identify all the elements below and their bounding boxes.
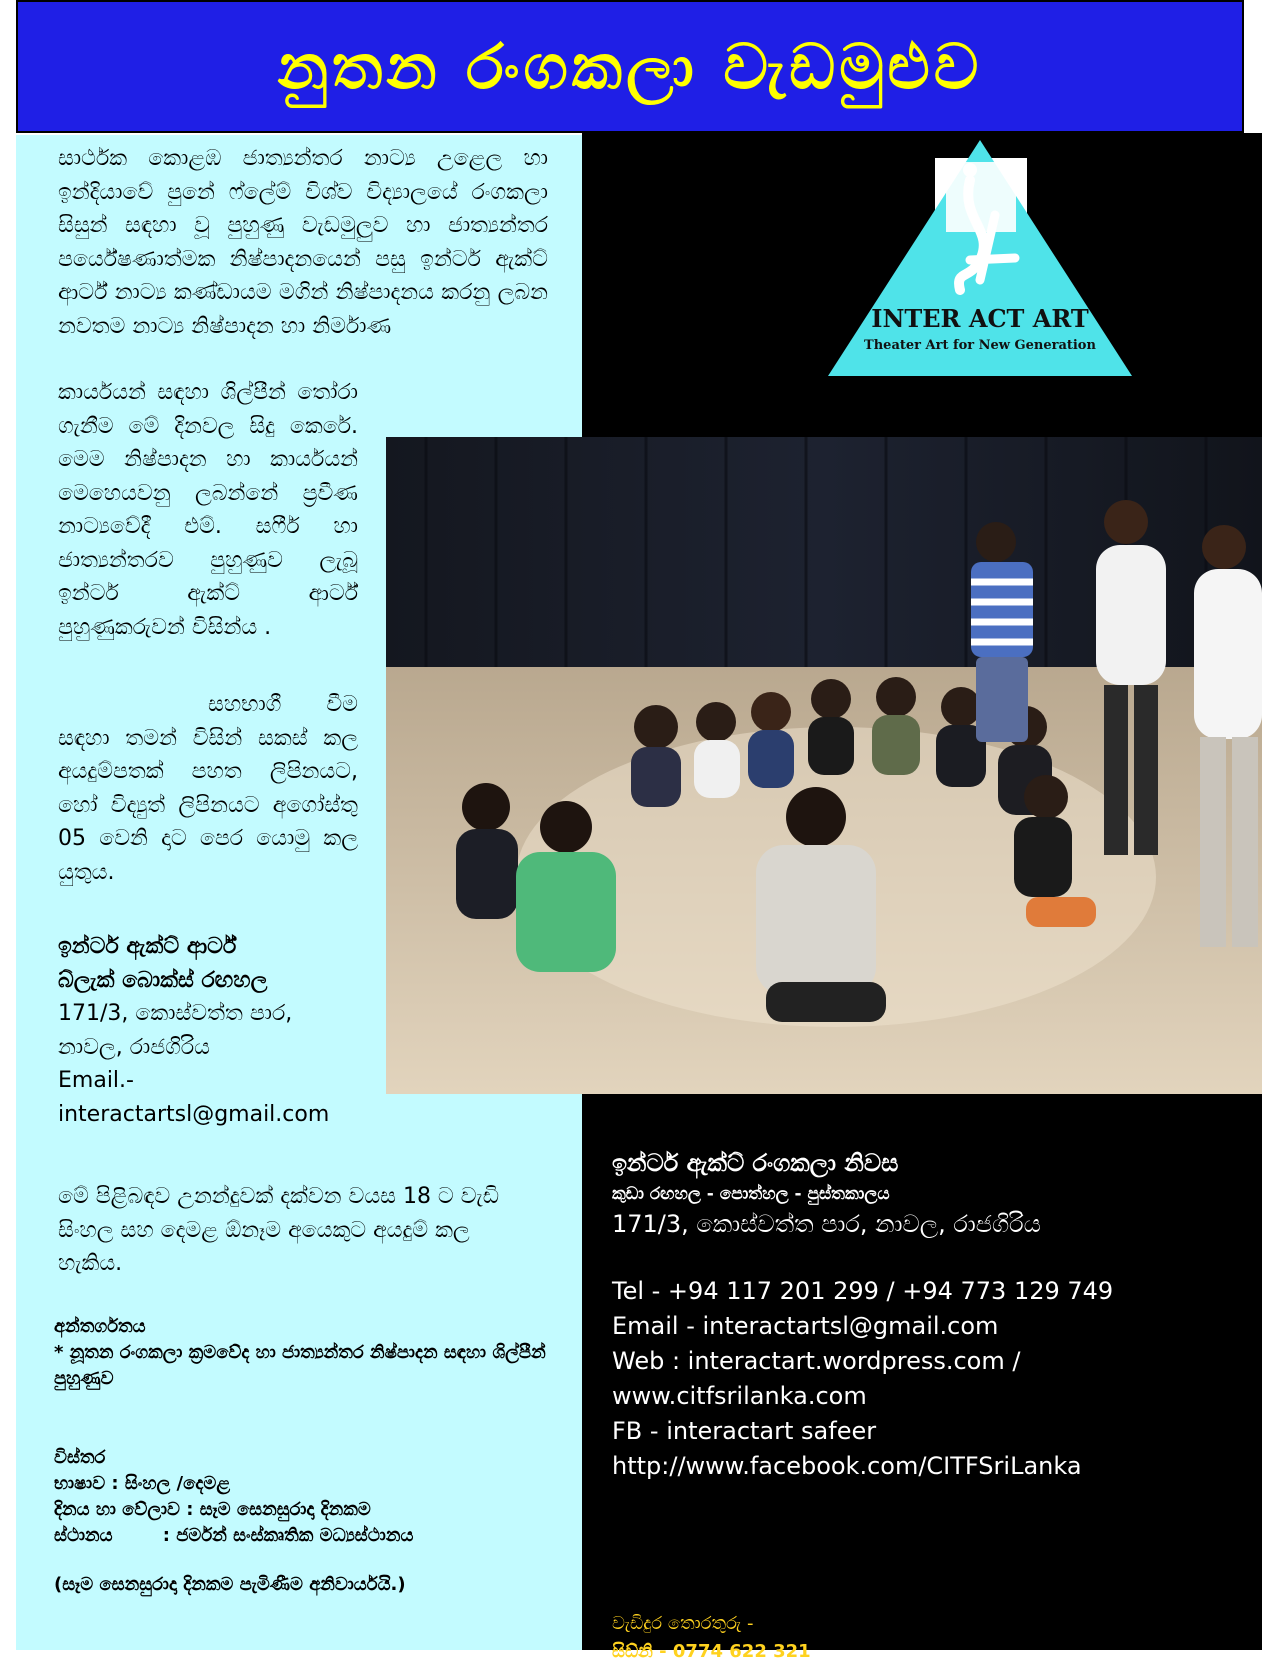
- venue-block: [58, 930, 558, 1131]
- further-info-phone: සිඩ්නි - 0774 622 321: [612, 1641, 811, 1662]
- intro-paragraph-narrow: කාර්යයන් සඳහා ශිල්පීන් තෝරා ගැනීම මේ දිනවල සිදු කෙරේ. මෙම නිෂ්පාදන හා කාර්යයන් මෙහෙයවනු ලබන්නේ ප්‍රවීණ නාට්‍යවේදී එම්. සෆීර් හා ජාත්‍යන්තරව පුහුණුව ලැබූ ඉන්ටර් ඇක්ට් ආර්ට් පුහුණුකරුවන් විසින්ය .: [58, 380, 358, 640]
- application-instructions-text: සහභාගී වීම සඳහා තමන් විසින් සකස් කල අයදුම්පතක් පහත ලිපිනයට, හෝ විද්‍යුත් ලිපිනයට අගෝස්තු 05 වෙනි දාට පෙර යොමු කල යුතුය.: [58, 692, 358, 885]
- details-section: [54, 1445, 584, 1549]
- venue-address-line1: 171/3, කොස්වත්ත පාර,: [58, 1001, 293, 1026]
- contact-tel: Tel - +94 117 201 299 / +94 773 129 749: [612, 1277, 1114, 1305]
- further-info-label: වැඩිදුර තොරතුරු -: [612, 1613, 754, 1634]
- inter-act-art-logo: [820, 140, 1140, 376]
- contact-web-1[interactable]: Web : interactart.wordpress.com /: [612, 1347, 1021, 1375]
- contact-web-2[interactable]: www.citfsrilanka.com: [612, 1382, 867, 1410]
- page-title: නුතන රංගකලා වැඩමුළුව: [277, 29, 983, 103]
- venue-name-line1: ඉන්ටර් ඇක්ට් ආර්ට්: [58, 934, 237, 959]
- right-contact-block: [612, 1145, 1252, 1484]
- contents-section: [54, 1314, 584, 1392]
- venue-name-line2: බ්ලැක් බොක්ස් රඟහල: [58, 967, 268, 993]
- logo-brand-text: INTER ACT ART: [871, 304, 1089, 333]
- contact-fb-url[interactable]: http://www.facebook.com/CITFSriLanka: [612, 1452, 1082, 1480]
- venue-email-label: Email.-: [58, 1068, 134, 1093]
- contents-item: * නූතන රංගකලා ක්‍රමවේද හා ජාත්‍යන්තර නිෂ්පාදන සඳහා ශිල්පීන් පුහුණුව: [54, 1342, 546, 1389]
- title-banner: [16, 0, 1244, 133]
- venue-address-line2: නාවල, රාජගිරිය: [58, 1034, 210, 1060]
- contact-email[interactable]: Email - interactartsl@gmail.com: [612, 1312, 999, 1340]
- details-date-time: දිනය හා වේලාව : සෑම සෙනසුරාදා දිනකම: [54, 1499, 371, 1520]
- contact-subtitle: කුඩා රඟහල - පොත්හල - පුස්තකාලය: [612, 1184, 890, 1204]
- contact-address: 171/3, කොස්වත්ත පාර, නාවල, රාජගිරිය: [612, 1210, 1041, 1238]
- contents-heading: අන්තර්ගතය: [54, 1316, 146, 1337]
- attendance-note: (සෑම සෙනසුරාදා දිනකම පැමිණීම අනිවාර්යයි.): [54, 1574, 406, 1595]
- further-info: [612, 1610, 811, 1666]
- venue-email-link[interactable]: interactartsl@gmail.com: [58, 1101, 330, 1127]
- details-heading: විස්තර: [54, 1447, 106, 1468]
- details-place: ස්ථානය : ජර්මන් සංස්කෘතික මධ්‍යස්ථානය: [54, 1525, 414, 1546]
- application-instructions: [58, 688, 358, 889]
- intro-paragraph-wide: සාර්ථක කොළඹ ජාත්‍යන්තර නාට්‍ය උළෙල හා ඉන්දියාවේ පුනේ ෆ්ලේම් විශ්ව විද්‍යාලයේ රංගකලා සිසුන් සඳහා වූ පුහුණු වැඩමුලුව හා ජාත්‍යන්තර පර්යේෂණාත්මක නිෂ්පාදනයෙන් පසු ඉන්ටර් ඇක්ට් ආර්ට් නාට්‍ය කණ්ඩායම මගින් නිෂ්පාදනය කරනු ලබන නවතම නාට්‍ය නිෂ්පාදන හා නිර්මාණ: [58, 146, 548, 339]
- logo-tagline: Theater Art for New Generation: [864, 338, 1096, 353]
- contact-title: ඉන්ටර් ඇක්ට් රංගකලා නිවස: [612, 1149, 899, 1177]
- eligibility-paragraph: මේ පිළිබඳව උනන්දුවක් දක්වන වයස 18 ට වැඩි සිංහල සහ දෙමළ ඕනෑම අයෙකුට අයදුම් කල හැකිය.: [58, 1184, 500, 1276]
- contact-fb: FB - interactart safeer: [612, 1417, 877, 1445]
- details-language: භාෂාව : සිංහල /දෙමළ: [54, 1473, 231, 1494]
